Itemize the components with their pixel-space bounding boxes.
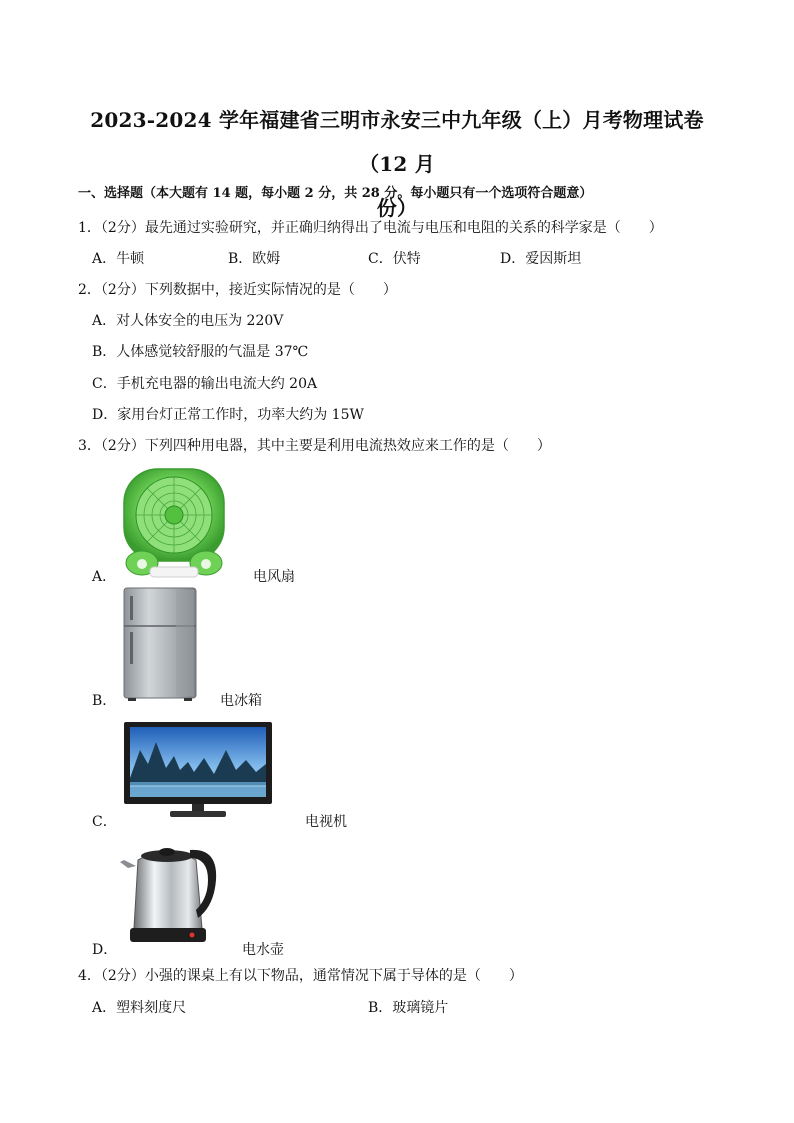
exam-title-line1: 2023-2024 学年福建省三明市永安三中九年级（上）月考物理试卷（12 月 [90,108,704,176]
question-4-option-b: B．玻璃镜片 [368,1000,449,1016]
question-1-option-d: D．爱因斯坦 [500,251,582,267]
fan-image [120,467,228,583]
question-2-option-a: A．对人体安全的电压为 220V [92,313,284,329]
exam-title [70,98,724,230]
exam-title-line2: 份） [376,196,418,220]
section-heading: 一、选择题（本大题有 14 题，每小题 2 分，共 28 分。每小题只有一个选项符合题意） [78,186,593,201]
question-1-option-b: B．欧姆 [228,251,281,267]
question-4-option-a: A．塑料刻度尺 [92,1000,187,1016]
question-2-stem: 2．（2分）下列数据中，接近实际情况的是（ ） [78,282,397,298]
question-3-option-a-label: 电风扇 [253,569,295,585]
question-3-option-b-label: 电冰箱 [220,693,262,709]
question-1-option-c: C．伏特 [368,251,421,267]
kettle-image [118,840,222,956]
refrigerator-image [122,586,198,706]
question-2-option-b: B．人体感觉较舒服的气温是 37℃ [92,344,309,360]
question-3-stem: 3．（2分）下列四种用电器，其中主要是利用电流热效应来工作的是（ ） [78,438,551,454]
question-1-option-a: A．牛顿 [92,251,145,267]
television-image [122,720,274,824]
question-3-option-b-letter: B． [92,693,117,709]
question-3-option-c-letter: C． [92,814,117,830]
question-3-option-c-label: 电视机 [305,814,347,830]
question-3-option-a-letter: A． [92,569,117,585]
question-2-option-c: C．手机充电器的输出电流大约 20A [92,376,318,392]
question-3-option-d-label: 电水壶 [242,942,284,958]
question-3-option-d-letter: D． [92,942,118,958]
question-2-option-d: D．家用台灯正常工作时，功率大约为 15W [92,407,364,423]
question-1-stem: 1．（2分）最先通过实验研究，并正确归纳得出了电流与电压和电阻的关系的科学家是（ ） [78,220,663,236]
question-4-stem: 4．（2分）小强的课桌上有以下物品，通常情况下属于导体的是（ ） [78,968,523,984]
